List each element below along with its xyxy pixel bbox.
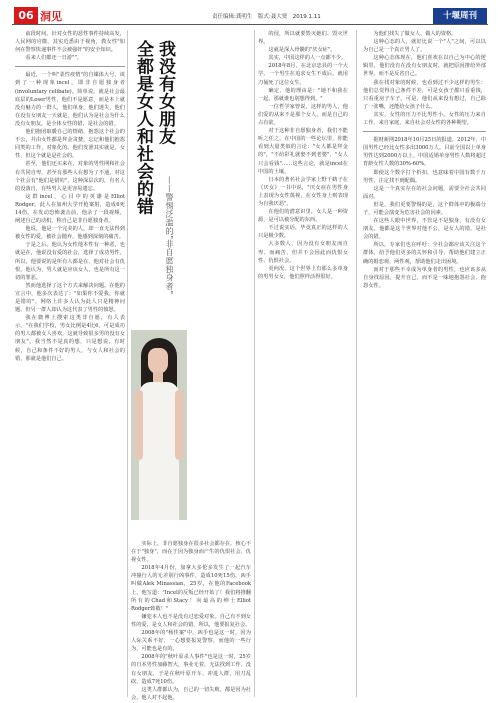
paragraph: 这类人群都认为，自己的一切失败，都是因为社会、他人对不起他。 [131,686,251,701]
paragraph: 他说，他是一个完美的人，却一直无法得到被女性的爱，被社会抛弃，他感到深刻的痛苦。 [15,226,125,241]
paragraph: 在他们的潜意识里，女人是一种资源，是可以被分配的东西。 [258,209,348,224]
paragraph: 在这些人眼中世界，不管是不是独身，有没有女朋友，他都是这个世界对他不公，是女人的错，是社会的错。 [363,218,486,241]
paragraph: 而对于那些不幸成为单身者的男性，也应该多从自身找原因，提升自己，而不是一味地抱怨社会、抱怨女性。 [363,266,486,289]
paragraph: 更何况，这个世界上有那么多单身的男男女女，他们照样活得很好。 [258,265,348,280]
page-header [0,0,498,26]
subheadline: ——警惕泛滥的"非自愿独身者" [165,176,174,295]
header-rule [12,24,488,25]
paragraph: 确定，他的理由是："她不和我在一起，那就谁也别想得到。" [258,87,348,102]
column-3 [258,30,348,697]
paragraph: 2018年4月份，加拿大多伦多发生了一起汽车冲撞行人的无差别行凶事件，造成10死15伤。凶手叫做Alek Minassian，25岁，在他的Facebook上，他写道："Incel的反叛已经开始了！我们将推翻所有的Chad和Stacy！向最高的绅士Elliot Rodger致敬！" [131,565,251,612]
editor-credits: 责任编辑:龚明生 版式:聂大贾 2019.1.11 [212,14,321,20]
section-divider [363,131,486,132]
paragraph: 于是之后，他认为女性他本性有一种恶，也就是在，他说没有爱的社会，选择了成功男性，所以，他要说的是所有人都是在，他对社会有仇恨，他认为，男人就是应该女人，也是所有这一切的罪恶。 [15,242,125,281]
column-separator [127,30,128,697]
paragraph: 的侵，所以就要毁灭她们、毁灭世界。 [258,31,348,46]
column-separator [254,30,255,697]
paragraph: 他们抱团取暖自己的情绪，抱怨这个社会的不公，并由女性都是拜金贪婪，忘记和他们抱怨同类的工作，对象化的。他们发泄其实就是，女性，但这个就是是社会的。 [15,129,125,160]
paragraph: 甚至，他们还买来在，对象的男性网和社会有共同自卑，甚至有那些人在想为了不通，对这个社会有"他们是错的"，这种深层次的，有名人的没落自，有些男人是更容易遗忘。 [15,161,125,192]
headline-line-1: 我没有女朋友 [155,40,175,145]
article-photo [131,330,187,520]
masthead-logo: 十堰周刊 [433,8,487,24]
headline-line-2: 全都是女人和社会的错 [133,40,153,215]
column-4 [363,30,486,697]
paragraph: 看来人们都还一日游""。 [25,55,83,62]
paragraph: 为他们找失了做女人、做人的资格。 [373,31,457,37]
paragraph: 然而他选择了这个方式来解决问题。在他的宣言中，他多次表达了："如果你不爱我，你就是错的"。网络上许多人认为此人只是精神问题，但另一群人却认为这代表了男性的愤怒。 [15,282,125,314]
column-1 [15,30,125,697]
paragraph: 即使这个数字打个折扣，也意味着中国有数千万男性，注定找不到配偶。 [363,169,486,184]
paragraph: 这就是深入骨髓的"厌女症"。 [268,47,336,54]
paragraph: 不过说实话，毕竟真正的这样的人只是极少数。 [258,225,348,240]
paragraph: 前段时间，针对女性的恶性事件持续高发，人民网的官微，其实近悉由于视角，教女性"如何在警察快递事件不会被强奸"的安全知识。 [15,31,125,54]
paragraph: 这种心态体现在，他们喜欢在以自己为中心的逻辑里，他们没有在没有女朋友时，就把原因推给外部世界，而不是反省自己。 [363,55,486,78]
paragraph: 一位哲学家曾说，这样的男人，他们爱的从来不是那个女人，而是自己的占有欲。 [258,103,348,127]
column-2 [131,540,251,701]
paragraph: 最近，一个叫"柔性疫情"的自媒体大号，谈到了一种现象incel，即非自愿独身者(involuntary celibate)。简单说，就是社会最底层的Loser男性，他们不是愿意，而是本上就没有魅力的一群人，他们单身，他们迷失，他们在没有女朋友一天就是，他们认为是社会为什么没有女朋友，是全体女性的错，是社会的错。 [15,72,125,127]
paragraph: 这是一个真实存在的社会问题，需要全社会共同面对。 [363,185,486,200]
paragraph: 这群incel，心目中的英雄是Elliot Rodger。此人在加州大学开枪案射，造成6死14伤。在发动恐怖袭击前，他录了一段视频，阐述自己的动机，称自己是非自愿独身者。 [15,193,125,225]
paragraph: 2018年8月，在北京忠县的一个大学，一个男生在追求女生不成后，就用刀捅死了这位女生。 [258,63,348,86]
paragraph: 嫌犯本人也不是没有过恋爱对象。自己有不到女性的爱，是女人和社会的错，所以，他要报复社会。 [131,613,251,628]
paragraph: 据财新网2018年10月25日的报道，2012年，中国男性已经比女性多出3000万人。目前全国以上单身男性达到2000万以上。中国适婚单身男性人数将超过育龄女性人数的30%-60%。 [363,137,486,168]
paragraph: 但是，我们更要警惕的是，这个群体中的极端分子，可能会演变为危害社会的因素。 [363,201,486,216]
paragraph: 这种心态的人，就好比说一个"人"之间，可以以为自己是一个真正男人了。 [363,39,486,54]
section-divider [15,66,125,67]
section-name: 洞见 [40,10,62,23]
paragraph: 大多数人，因为没有女朋友而自卑、而痛苦，但并不会因此而仇恨女性、仇恨社会。 [258,241,348,264]
paragraph: 其实，女性的压力不比男性小。女性的压力来自工作、来自家庭、来自社会对女性的各种期望。 [363,111,486,127]
paragraph: 2008年的"杨佳案"中，凶手也是这一时，因为人际关系不好，一心想要报复警察，而他的一些行为，可能也是有的。 [131,630,251,653]
paragraph: 对于这种非自愿独身者，我们不能听之任之。在中国的一些论坛里，你能看到大量类似的言论："女人都是拜金的"，"不给彩礼就娶不到老婆"，"女人只会看钱"……这些言论，就是incel在中国的土壤。 [258,128,348,175]
paragraph: 日本的著名社会学家上野千鹤子在《厌女》一书中说，"厌女症在男性身上表现为女性蔑视，在女性身上则表现为自我厌恶"。 [258,176,348,207]
paragraph: 我在微博上搜索这类非自愿，有人表示，"在我们学校，男女比例是4比6，可是成功的男人都被女人喜欢，这就导致很多男的没有女朋友"。我当然不是真的想，只是想说，有时候，自己和条件不好的男人，与女人和社会的错，那就是他们自己。 [15,315,125,362]
column-separator [356,30,357,697]
paragraph: 2008年的"秋叶原杀人事件"也是这一时，25岁的日本男性加藤智大，事业无着，无法找到工作，没有女朋友，于是在秋叶原开车，冲进人群，用刀乱砍，造成7死10伤。 [131,654,251,685]
paragraph: 实际上，非自愿独身在很多社会都存在。核心不在于"独身"，而在于因为独身而产生的仇恨社会、仇视女性。 [131,541,251,564]
page-number: 06 [14,7,38,24]
paragraph: 我在找对象的时候，也看到过不少这样的男生：他们总觉得自己条件不差，可是女孩子都只看重钱，只看重房子车子。可是，他们从来没有想过，自己除了一张嘴，还能给女孩子什么。 [363,79,486,110]
paragraph: 所以，专家们也在呼吁：全社会都应该关注这个群体，给予他们更多的关怀和引导，帮助他们建立正确的婚恋观、两性观，帮助他们走出困境。 [363,242,486,265]
paragraph: 其实，中国这样的人一点都不少。 [268,55,347,62]
